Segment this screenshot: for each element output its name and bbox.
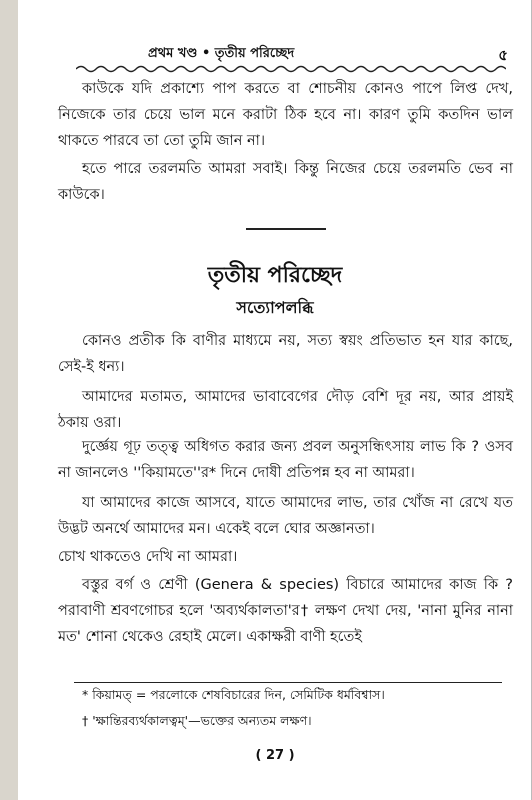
paragraph: যা আমাদের কাজে আসবে, যাতে আমাদের লাভ, তার খোঁজ না রেখে যত উদ্ভট অনর্থে আমাদের মন। একেই বলে ঘোর অজ্ঞানতা। (58, 495, 513, 537)
paragraph: কাউকে যদি প্রকাশ্যে পাপ করতে বা শোচনীয় কোনও পাপে লিপ্ত দেখ, নিজেকে তার চেয়ে ভাল মনে করাটা ঠিক হবে না। কারণ তুমি কতদিন ভাল থাকতে পারবে তা তো তুমি জান না। (58, 81, 513, 149)
header-page-number: ৫ (498, 46, 508, 64)
section-divider (246, 228, 326, 230)
folio-page-number: ( 27 ) (255, 748, 295, 763)
running-title: প্রথম খণ্ড • তৃতীয় পরিচ্ছেদ (148, 46, 295, 61)
paragraph: চোখ থাকতেও দেখি না আমরা। (58, 549, 238, 565)
chapter-title: তৃতীয় পরিচ্ছেদ (207, 263, 343, 288)
paragraph: বস্তুর বর্গ ও শ্রেণী (Genera & species) বিচারে আমাদের কাজ কি ? পরাবাণী শ্রবণগোচর হলে 'অব্যর্থকালতা'র† লক্ষণ দেখা দেয়, 'নানা মুনির নানা মত' শোনা থেকেও রেহাই মেলে। একাক্ষরী বাণী হতেই (58, 577, 513, 645)
wavy-divider (76, 64, 506, 74)
paragraph: দুর্জ্ঞেয় গূঢ় তত্ত্ব অধিগত করার জন্য প্রবল অনুসন্ধিৎসায় লাভ কি ? ওসব না জানলেও ''কিয়ামতে''র* দিনে দোষী প্রতিপন্ন হব না আমরা। (58, 439, 513, 481)
chapter-subtitle: সত্যোপলব্ধি (236, 298, 314, 317)
footnote-rule (74, 682, 502, 683)
paragraph: হতে পারে তরলমতি আমরা সবাই। কিন্তু নিজের চেয়ে তরলমতি ভেব না কাউকে। (58, 161, 513, 203)
footnote: † 'ক্ষান্তিরব্যর্থকালত্বম্'—ভক্তের অন্যতম লক্ষণ। (82, 713, 312, 728)
paragraph: কোনও প্রতীক কি বাণীর মাধ্যমে নয়, সত্য স্বয়ং প্রতিভাত হন যার কাছে, সেই-ই ধন্য। (58, 333, 513, 375)
paragraph: আমাদের মতামত, আমাদের ভাবাবেগের দৌড় বেশি দূর নয়, আর প্রায়ই ঠকায় ওরা। (58, 389, 513, 431)
footnote: * কিয়ামত্ = পরলোকে শেষবিচারের দিন, সেমিটিক ধর্মবিশ্বাস। (82, 687, 385, 702)
